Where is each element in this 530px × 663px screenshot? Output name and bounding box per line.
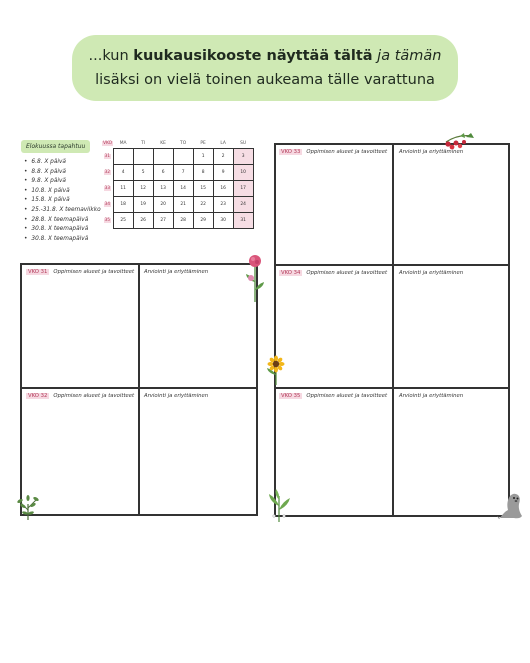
events-list [24, 158, 101, 244]
day-cell: 18 [113, 196, 133, 212]
week-planner-right [274, 143, 510, 517]
day-header: SU [240, 140, 247, 146]
week-33-assessment-cell[interactable] [393, 144, 509, 265]
week-35-tag: VKO 35 [281, 393, 301, 399]
day-header: TO [180, 140, 187, 146]
calendar-week-row [102, 180, 253, 196]
plant-icon [264, 488, 294, 522]
week-planner-left [20, 263, 258, 516]
intro-banner [72, 35, 458, 101]
day-cell: 5 [133, 164, 153, 180]
clover-flower-icon [243, 252, 267, 302]
day-cell: 23 [213, 196, 233, 212]
week-31-goals-cell[interactable] [21, 264, 139, 388]
sunday-cell: 31 [233, 212, 253, 228]
event-item: • 25.-31.8. X teemaviikko [24, 206, 101, 216]
week-33-goals-cell[interactable] [275, 144, 393, 265]
day-cell: 25 [113, 212, 133, 228]
week-35-assessment-label: Arviointi ja eriyttäminen [399, 393, 464, 399]
day-cell: 11 [113, 180, 133, 196]
event-item: • 8.8. X päivä [24, 168, 101, 178]
day-cell: 15 [193, 180, 213, 196]
day-header: PE [200, 140, 206, 146]
day-cell: 6 [153, 164, 173, 180]
week-35-goals-label: VKO 35 Oppimisen alueet ja tavoitteet [281, 393, 388, 399]
day-cell [173, 148, 193, 164]
week-number: 33 [104, 185, 111, 191]
week-32-goals-label: VKO 32 Oppimisen alueet ja tavoitteet [28, 393, 135, 399]
day-cell [113, 148, 133, 164]
week-33-assessment-label: Arviointi ja eriyttäminen [399, 149, 464, 155]
week-31-assessment-label: Arviointi ja eriyttäminen [144, 269, 209, 275]
day-cell: 12 [133, 180, 153, 196]
sunday-cell: 17 [233, 180, 253, 196]
week-31-tag: VKO 31 [28, 269, 48, 275]
week-32-tag: VKO 32 [28, 393, 48, 399]
week-column-header: VKO [103, 141, 113, 146]
banner-italic-text: ja tämän [372, 48, 442, 64]
day-cell: 7 [173, 164, 193, 180]
sunday-cell: 10 [233, 164, 253, 180]
event-item: • 15.8. X päivä [24, 196, 101, 206]
event-item: • 28.8. X teemapäivä [24, 216, 101, 226]
berries-icon [440, 132, 476, 156]
day-cell [153, 148, 173, 164]
week-number: 35 [104, 217, 111, 223]
day-cell: 4 [113, 164, 133, 180]
seal-icon [496, 490, 526, 520]
calendar-week-row [102, 196, 253, 212]
event-item: • 9.8. X päivä [24, 177, 101, 187]
week-31-goals-label: VKO 31 Oppimisen alueet ja tavoitteet [28, 269, 135, 275]
week-34-goals-label: VKO 34 Oppimisen alueet ja tavoitteet [281, 270, 388, 276]
calendar-header-row [102, 139, 253, 148]
event-item: • 30.8. X teemapäivä [24, 235, 101, 245]
day-cell: 26 [133, 212, 153, 228]
day-cell: 21 [173, 196, 193, 212]
events-title: Elokuussa tapahtuu [21, 140, 90, 153]
day-cell: 8 [193, 164, 213, 180]
day-cell: 27 [153, 212, 173, 228]
week-33-goals-label: VKO 33 Oppimisen alueet ja tavoitteet [281, 149, 388, 155]
day-cell: 22 [193, 196, 213, 212]
event-item: • 30.8. X teemapäivä [24, 225, 101, 235]
week-31-assessment-cell[interactable] [139, 264, 257, 388]
day-header: TI [141, 140, 146, 146]
week-33-tag: VKO 33 [281, 149, 301, 155]
sunflower-icon [264, 355, 288, 385]
day-cell: 29 [193, 212, 213, 228]
banner-bold-text: kuukausikooste näyttää tältä [133, 48, 373, 64]
calendar-week-row [102, 212, 253, 228]
bush-icon [14, 494, 42, 520]
day-cell: 20 [153, 196, 173, 212]
week-number: 34 [104, 201, 111, 207]
sunday-cell: 24 [233, 196, 253, 212]
day-header: LA [220, 140, 226, 146]
day-cell: 13 [153, 180, 173, 196]
calendar-week-row [102, 164, 253, 180]
month-calendar [102, 139, 254, 229]
day-cell: 28 [173, 212, 193, 228]
week-34-assessment-cell[interactable] [393, 265, 509, 388]
calendar-week-row [102, 148, 253, 164]
event-item: • 6.8. X päivä [24, 158, 101, 168]
week-34-tag: VKO 34 [281, 270, 301, 276]
day-header: KE [160, 140, 166, 146]
day-cell: 9 [213, 164, 233, 180]
week-number: 32 [104, 169, 111, 175]
week-number: 31 [104, 153, 111, 159]
week-35-assessment-cell[interactable] [393, 388, 509, 516]
sunday-cell: 3 [233, 148, 253, 164]
day-cell: 1 [193, 148, 213, 164]
week-34-assessment-label: Arviointi ja eriyttäminen [399, 270, 464, 276]
event-item: • 10.8. X päivä [24, 187, 101, 197]
day-cell [133, 148, 153, 164]
day-cell: 14 [173, 180, 193, 196]
week-32-assessment-label: Arviointi ja eriyttäminen [144, 393, 209, 399]
banner-line-2: lisäksi on vielä toinen aukeama tälle varattuna [95, 72, 435, 88]
day-cell: 30 [213, 212, 233, 228]
day-cell: 16 [213, 180, 233, 196]
week-34-goals-cell[interactable] [275, 265, 393, 388]
day-cell: 19 [133, 196, 153, 212]
week-32-assessment-cell[interactable] [139, 388, 257, 515]
day-header: MA [119, 140, 127, 146]
day-cell: 2 [213, 148, 233, 164]
banner-line-1: ...kun kuukausikooste näyttää tältä ja tämän [88, 48, 442, 64]
